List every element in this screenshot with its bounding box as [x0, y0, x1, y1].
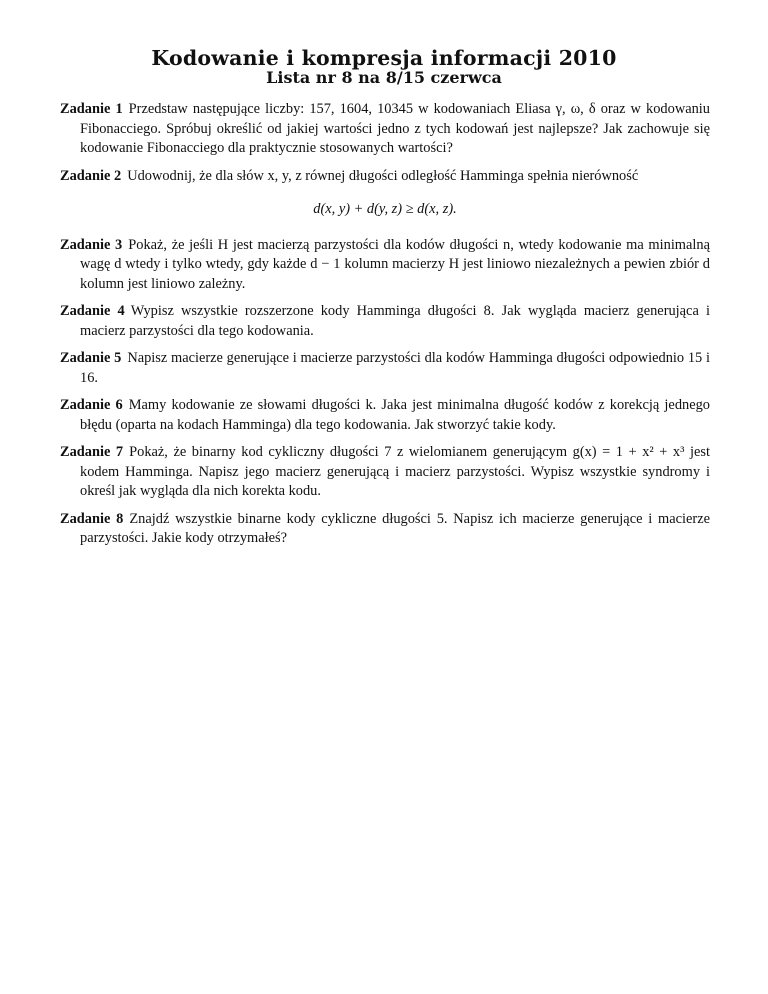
page-title: Kodowanie i kompresja informacji 2010	[151, 46, 617, 70]
task-8	[60, 510, 710, 549]
task-text: Udowodnij, że dla słów x, y, z równej długości odległość Hamminga spełnia nierówność	[127, 167, 639, 184]
task-6	[60, 396, 710, 435]
task-1	[60, 100, 710, 159]
task-text: Napisz macierze generujące i macierze parzystości dla kodów Hamminga długości odpowiednio 15 i 16.	[80, 350, 710, 386]
task-label: Zadanie 5	[60, 350, 122, 366]
task-label: Zadanie 3	[60, 236, 123, 253]
task-text: Przedstaw następujące liczby: 157, 1604, 10345 w kodowaniach Eliasa γ, ω, δ oraz w kodowaniu Fibonacciego. Spróbuj określić od jakiej wartości jedno z tych kodowań jest najlepsze? Jak zachowuje się kodowanie Fibonacciego dla praktycznie stosowanych wartości?	[80, 101, 710, 156]
task-text: Pokaż, że jeśli H jest macierzą parzystości dla kodów długości n, wtedy kodowanie ma minimalną wagę d wtedy i tylko wtedy, gdy każde d − 1 kolumn macierzy H jest liniowo niezależnych a pewien zbiór d kolumn jest liniowo zależny.	[80, 236, 710, 292]
task-4	[60, 302, 710, 341]
task-text: Pokaż, że binarny kod cykliczny długości 7 z wielomianem generującym g(x) = 1 + x² + x³ jest kodem Hamminga. Napisz jego macierz generującą i macierz parzystości. Wypisz wszystkie syndromy i określ jak wygląda dla nich korekta kodu.	[80, 444, 710, 499]
task-7	[60, 443, 710, 502]
page-subtitle: Lista nr 8 na 8/15 czerwca	[266, 68, 502, 87]
task-3	[60, 236, 710, 295]
task-5	[60, 349, 710, 388]
task-list	[60, 100, 710, 557]
task-label: Zadanie 7	[60, 444, 124, 460]
task-label: Zadanie 2	[60, 167, 122, 184]
task-label: Zadanie 6	[60, 397, 123, 413]
task-text: Znajdź wszystkie binarne kody cykliczne długości 5. Napisz ich macierze generujące i macierze parzystości. Jakie kody otrzymałeś?	[80, 510, 710, 546]
task-label: Zadanie 8	[60, 510, 124, 527]
task-text: Mamy kodowanie ze słowami długości k. Jaka jest minimalna długość kodów z korekcją jednego błędu (oparta na kodach Hamminga) dla tego kodowania. Jak stworzyć takie kody.	[80, 397, 710, 433]
hamming-inequality-formula: d(x, y) + d(y, z) ≥ d(x, z).	[313, 201, 457, 217]
task-2	[60, 167, 710, 187]
task-label: Zadanie 4	[60, 303, 125, 319]
task-text: Wypisz wszystkie rozszerzone kody Hamminga długości 8. Jak wygląda macierz generująca i macierz parzystości dla tego kodowania.	[80, 303, 710, 339]
task-label: Zadanie 1	[60, 101, 123, 117]
